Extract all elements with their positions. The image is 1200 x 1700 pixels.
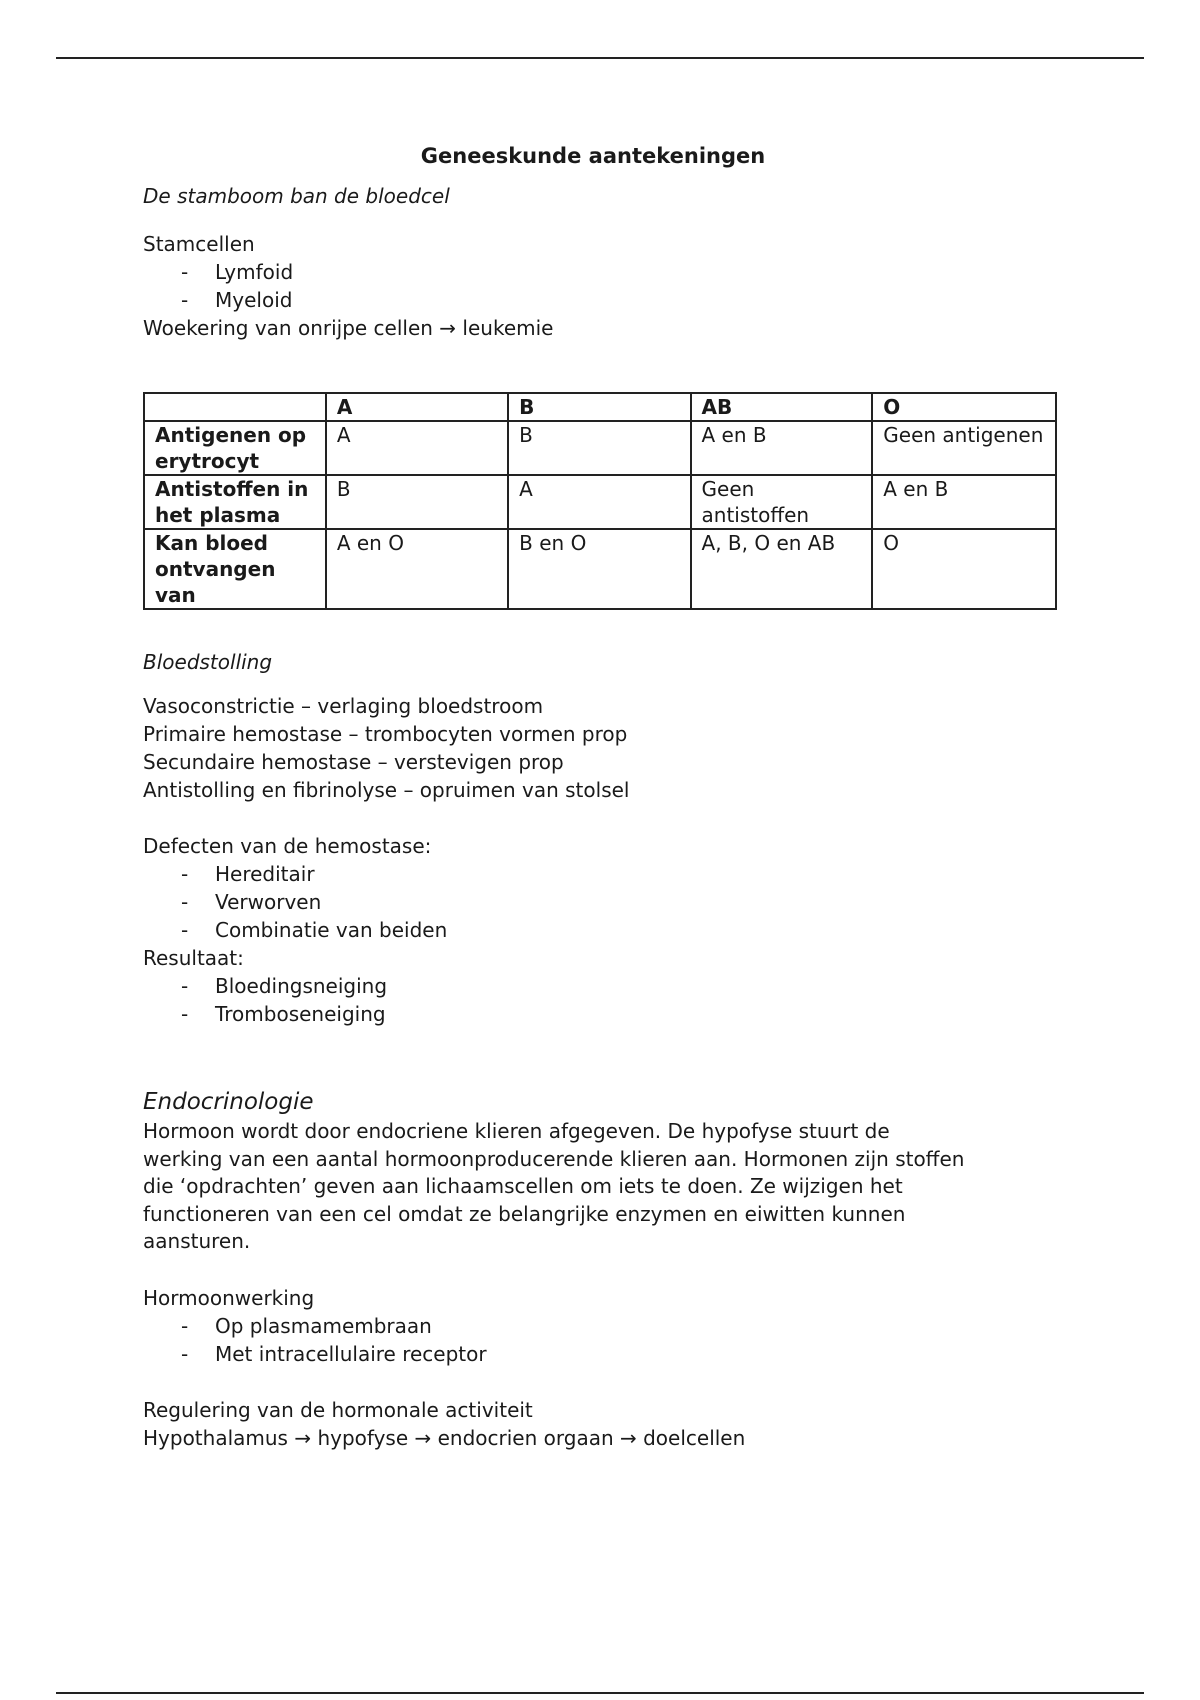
table-cell: O [872, 529, 1056, 609]
defecten-label: Defecten van de hemostase: [143, 834, 432, 858]
list-item: - Hereditair [181, 862, 315, 886]
woekering-line: Woekering van onrijpe cellen → leukemie [143, 316, 554, 340]
document-title: Geneeskunde aantekeningen [420, 144, 766, 168]
hormoonwerking-label: Hormoonwerking [143, 1285, 315, 1310]
table-cell: A, B, O en AB [691, 529, 873, 609]
table-row [144, 529, 1056, 609]
list-item: - Tromboseneiging [181, 1002, 386, 1026]
paragraph-line: aansturen. [143, 1229, 251, 1253]
table-cell: Geen antistoffen [691, 475, 873, 529]
list-item: - Myeloid [181, 288, 293, 312]
list-item: - Bloedingsneiging [181, 974, 388, 998]
table-cell: B en O [508, 529, 690, 609]
regulering-label: Regulering van de hormonale activiteit [143, 1397, 533, 1422]
list-item: - Lymfoid [181, 260, 294, 284]
table-header-cell: O [872, 393, 1056, 421]
table-cell: Geen antigenen [872, 421, 1056, 475]
text-line: Secundaire hemostase – verstevigen prop [143, 750, 564, 774]
table-row-header: Kan bloed ontvangen van [144, 529, 326, 609]
table-row [144, 475, 1056, 529]
paragraph-line: werking van een aantal hormoonproducerende klieren aan. Hormonen zijn stoffen [143, 1146, 965, 1171]
list-item: - Combinatie van beiden [181, 918, 448, 942]
stamcellen-list [143, 258, 1063, 314]
table-header-cell: AB [691, 393, 873, 421]
regulering-chain: Hypothalamus → hypofyse → endocrien orgaan → doelcellen [143, 1425, 746, 1450]
table-header-cell [144, 393, 326, 421]
table-cell: A en O [326, 529, 508, 609]
document-page [143, 138, 1063, 1452]
footer-rule [56, 1692, 1144, 1694]
stamcellen-label: Stamcellen [143, 232, 255, 256]
paragraph-line: die ‘opdrachten’ geven aan lichaamscellen om iets te doen. Ze wijzigen het [143, 1174, 903, 1198]
table-header-row [144, 393, 1056, 421]
table-header-cell: B [508, 393, 690, 421]
section-heading-bloedstolling: Bloedstolling [143, 650, 273, 674]
table-cell: B [508, 421, 690, 475]
table-cell: A en B [872, 475, 1056, 529]
defecten-list [143, 860, 1063, 944]
list-item: - Met intracellulaire receptor [181, 1341, 487, 1366]
table-cell: A en B [691, 421, 873, 475]
paragraph-line: functioneren van een cel omdat ze belangrijke enzymen en eiwitten kunnen [143, 1201, 906, 1226]
header-rule [56, 57, 1144, 59]
resultaat-list [143, 972, 1063, 1028]
hormoonwerking-list [143, 1312, 1063, 1368]
text-line: Primaire hemostase – trombocyten vormen prop [143, 722, 628, 746]
table-cell: A [326, 421, 508, 475]
blood-group-table [143, 392, 1057, 610]
resultaat-label: Resultaat: [143, 946, 244, 970]
section-heading-endocrinologie: Endocrinologie [143, 1089, 314, 1115]
table-row-header: Antigenen op erytrocyt [144, 421, 326, 475]
text-line: Antistolling en fibrinolyse – opruimen van stolsel [143, 778, 630, 802]
table-row-header: Antistoffen in het plasma [144, 475, 326, 529]
paragraph-line: Hormoon wordt door endocriene klieren afgegeven. De hypofyse stuurt de [143, 1119, 890, 1143]
text-line: Vasoconstrictie – verlaging bloedstroom [143, 694, 544, 718]
list-item: - Verworven [181, 890, 322, 914]
table-cell: B [326, 475, 508, 529]
table-header-cell: A [326, 393, 508, 421]
table-cell: A [508, 475, 690, 529]
list-item: - Op plasmamembraan [181, 1313, 432, 1338]
table-row [144, 421, 1056, 475]
section-heading-stamboom: De stamboom ban de bloedcel [143, 184, 450, 208]
